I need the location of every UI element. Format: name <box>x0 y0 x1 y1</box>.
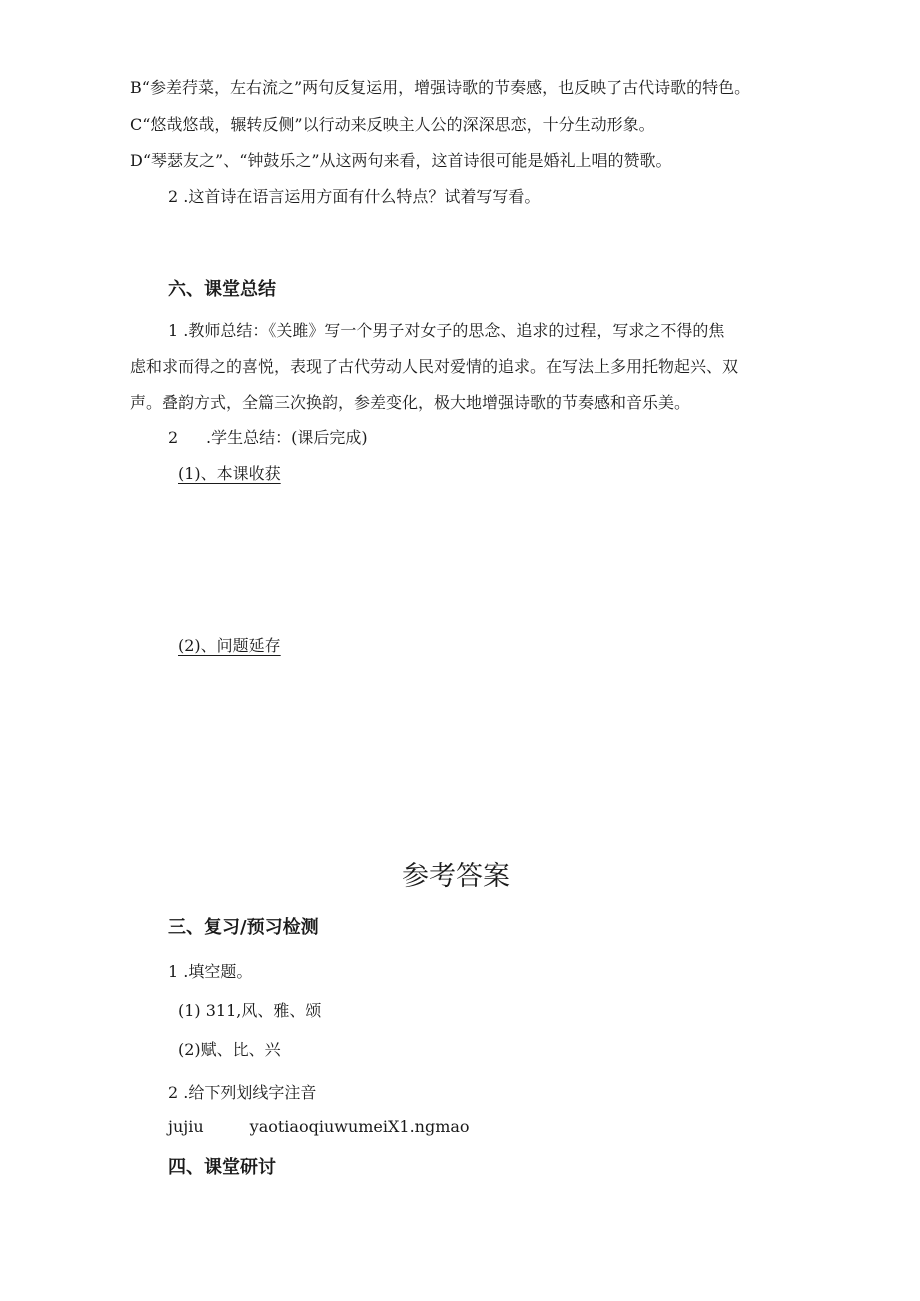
review-section-heading: 三、复习/预习检测 <box>168 917 319 938</box>
option-c-text: C“悠哉悠哉，辗转反侧”以行动来反映主人公的深深思恋，十分生动形象。 <box>130 115 655 134</box>
pinyin-answer-a: jujiu <box>168 1117 204 1136</box>
lesson-gains-label: (1)、本课收获 <box>178 464 281 483</box>
student-summary-number: 2 <box>168 428 179 447</box>
teacher-summary-line-3: 声。叠韵方式，全篇三次换韵，参差变化，极大地增强诗歌的节奏感和音乐美。 <box>130 393 691 412</box>
discussion-section-heading: 四、课堂研讨 <box>168 1157 276 1178</box>
teacher-summary-line-2: 虑和求而得之的喜悦，表现了古代劳动人民对爱情的追求。在写法上多用托物起兴、双 <box>130 357 739 376</box>
pinyin-answer-b: yaotiaoqiuwumeiX1.ngmao <box>249 1117 470 1136</box>
answers-title: 参考答案 <box>402 861 510 892</box>
student-summary-text: .学生总结：(课后完成) <box>206 428 368 447</box>
fill-blank-answer-2: (2)赋、比、兴 <box>178 1040 281 1059</box>
student-summary-line <box>168 428 368 448</box>
question-2-text: 2 .这首诗在语言运用方面有什么特点？试着写写看。 <box>168 187 541 206</box>
fill-blank-answer-1: (1) 311,风、雅、颂 <box>178 1001 322 1020</box>
open-questions-label: (2)、问题延存 <box>178 636 281 655</box>
option-d-text: D“琴瑟友之”、“钟鼓乐之”从这两句来看，这首诗很可能是婚礼上唱的赞歌。 <box>130 151 672 170</box>
teacher-summary-line-1: 1 .教师总结：《关雎》写一个男子对女子的思念、追求的过程，写求之不得的焦 <box>168 321 725 340</box>
summary-heading: 六、课堂总结 <box>168 279 276 300</box>
fill-blank-label: 1 .填空题。 <box>168 962 253 981</box>
pinyin-answer-line <box>168 1117 470 1137</box>
pinyin-label: 2 .给下列划线字注音 <box>168 1083 317 1102</box>
option-b-text: B“参差荇菜，左右流之”两句反复运用，增强诗歌的节奏感，也反映了古代诗歌的特色。 <box>130 78 751 97</box>
